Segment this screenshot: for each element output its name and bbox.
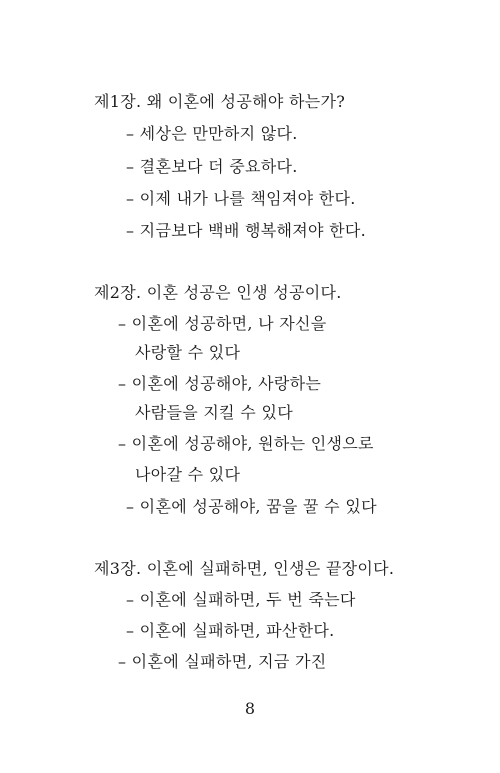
chapter-3-line-2: – 이혼에 실패하면, 파산한다. <box>126 621 335 640</box>
chapter-1-line-1: – 세상은 만만하지 않다. <box>126 124 298 143</box>
chapter-2-title: 제2장. 이혼 성공은 인생 성공이다. <box>94 283 342 302</box>
chapter-2-line-2: 사랑할 수 있다 <box>135 343 241 362</box>
chapter-2-line-6: 나아갈 수 있다 <box>135 465 241 484</box>
chapter-1-line-3: – 이제 내가 나를 책임져야 한다. <box>126 189 356 208</box>
chapter-2-line-7: – 이혼에 성공해야, 꿈을 꿀 수 있다 <box>126 497 377 516</box>
page-number: 8 <box>244 699 256 718</box>
chapter-1-title: 제1장. 왜 이혼에 성공해야 하는가? <box>94 92 346 111</box>
chapter-1-line-4: – 지금보다 백배 행복해져야 한다. <box>126 221 367 240</box>
chapter-2-line-3: – 이혼에 성공해야, 사랑하는 <box>118 374 322 393</box>
chapter-2-line-1: – 이혼에 성공하면, 나 자신을 <box>118 314 327 333</box>
chapter-1-line-2: – 결혼보다 더 중요하다. <box>126 157 298 176</box>
chapter-3-line-3: – 이혼에 실패하면, 지금 가진 <box>118 652 327 671</box>
chapter-3-line-1: – 이혼에 실패하면, 두 번 죽는다 <box>126 590 356 609</box>
chapter-2-line-5: – 이혼에 성공해야, 원하는 인생으로 <box>118 434 374 453</box>
chapter-2-line-4: 사람들을 지킬 수 있다 <box>135 403 293 422</box>
chapter-3-title: 제3장. 이혼에 실패하면, 인생은 끝장이다. <box>94 559 395 578</box>
